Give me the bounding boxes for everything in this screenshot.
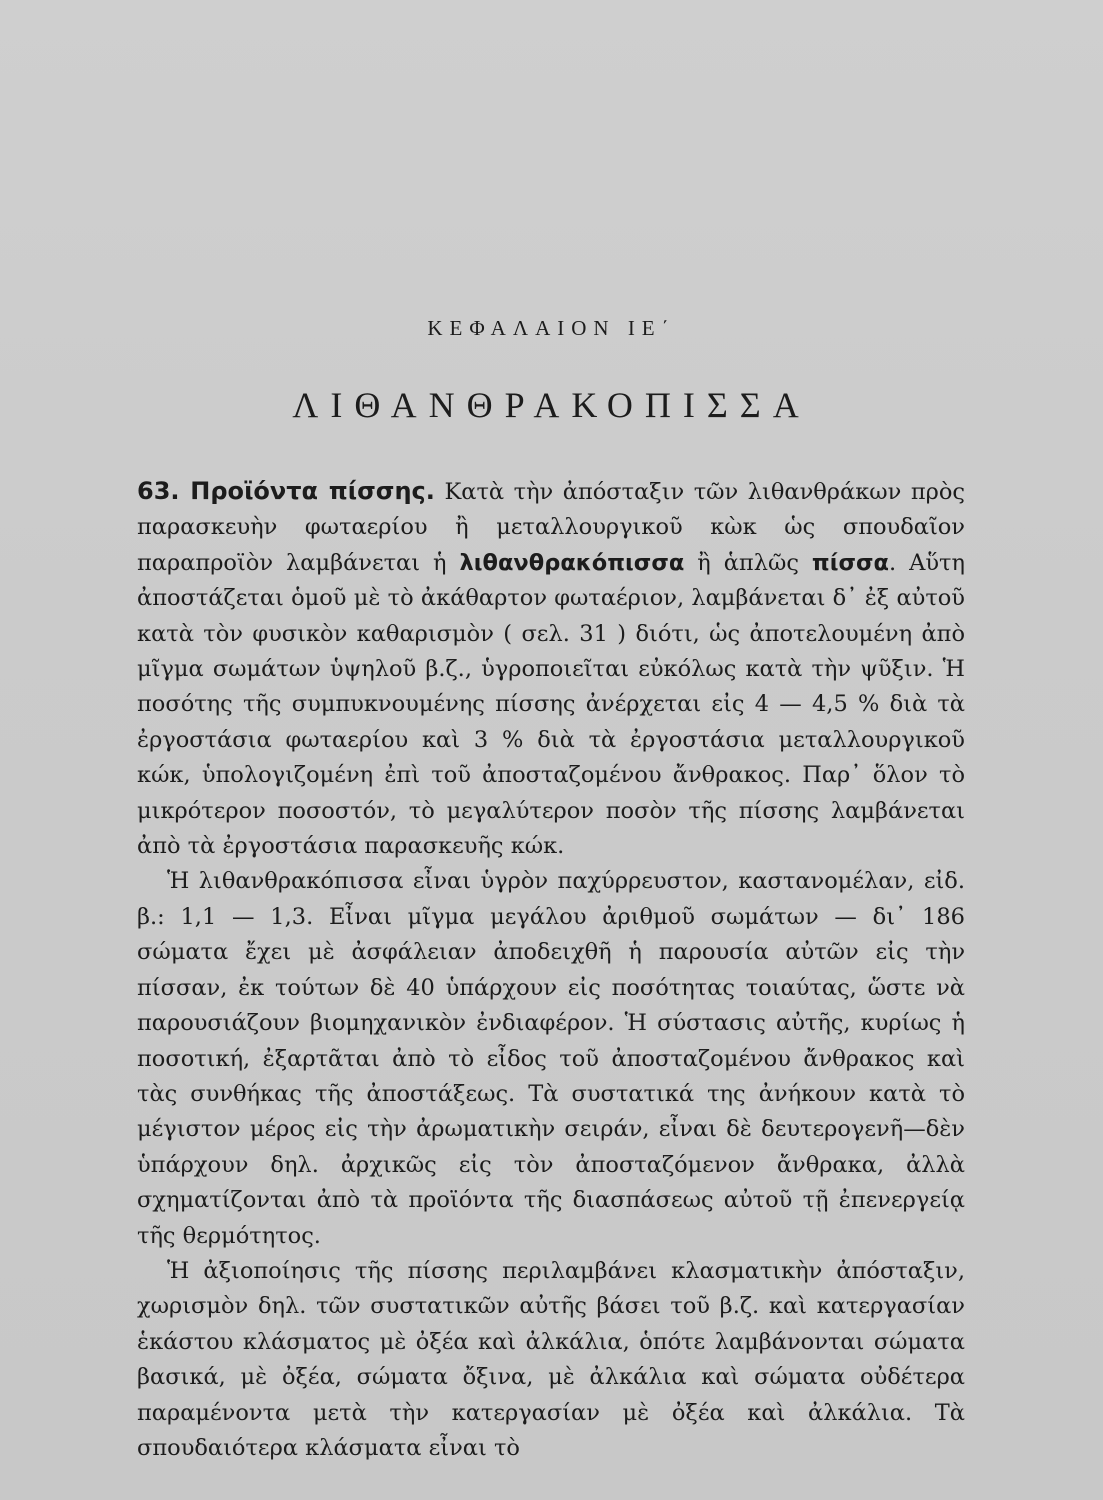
paragraph-1-text-c: . Αὕτη ἀποστάζεται ὁμοῦ μὲ τὸ ἀκάθαρτον φωταέριον, λαμβάνεται δ᾿ ἐξ αὐτοῦ κατὰ τὸν φυσικὸν καθαρισμὸν ( σελ. 31 ) διότι, ὡς ἀποτελουμένη ἀπὸ μῖγμα σωμάτων ὑψηλοῦ β.ζ., ὑγροποιεῖται εὐκόλως κατὰ τὴν ψῦξιν. Ἡ ποσότης τῆς συμπυκνουμένης πίσσης ἀνέρχεται εἰς 4 — 4,5 % διὰ τὰ ἐργοστάσια φωταερίου καὶ 3 % διὰ τὰ ἐργοστάσια μεταλλουργικοῦ κώκ, ὑπολογιζομένη ἐπὶ τοῦ ἀποσταζομένου ἄνθρακος. Παρ᾿ ὅλον τὸ μικρότερον ποσοστόν, τὸ μεγαλύτερον ποσὸν τῆς πίσσης λαμβάνεται ἀπὸ τὰ ἐργοστάσια παρασκευῆς κώκ. xyxy=(137,549,965,860)
body-text xyxy=(137,474,965,1466)
paragraph-1 xyxy=(137,474,965,864)
chapter-title: ΛΙΘΑΝΘΡΑΚΟΠΙΣΣΑ xyxy=(292,385,811,425)
paragraph-1-text-b: ἢ ἁπλῶς xyxy=(684,549,812,576)
section-heading: 63. Προϊόντα πίσσης. xyxy=(137,477,435,505)
paragraph-1-text-a: Κατὰ τὴν ἀπόσταξιν τῶν λιθανθράκων πρὸς παρασκευὴν φωταερίου ἢ μεταλλουργικοῦ κὼκ ὡς σπουδαῖον παραπροϊὸν λαμβάνεται ἡ xyxy=(137,479,966,576)
paragraph-2: Ἡ λιθανθρακόπισσα εἶναι ὑγρὸν παχύρρευστον, καστανομέλαν, εἰδ. β.: 1,1 — 1,3. Εἶναι μῖγμα μεγάλου ἀριθμοῦ σωμάτων — δι᾿ 186 σώματα ἔχει μὲ ἀσφάλειαν ἀποδειχθῆ ἡ παρουσία αὐτῶν εἰς τὴν πίσσαν, ἐκ τούτων δὲ 40 ὑπάρχουν εἰς ποσότητας τοιαύτας, ὥστε νὰ παρουσιάζουν βιομηχανικὸν ἐνδιαφέρον. Ἡ σύστασις αὐτῆς, κυρίως ἡ ποσοτική, ἐξαρτᾶται ἀπὸ τὸ εἶδος τοῦ ἀποσταζομένου ἄνθρακος καὶ τὰς συνθήκας τῆς ἀποστάξεως. Τὰ συστατικά της ἀνήκουν κατὰ τὸ μέγιστον μέρος εἰς τὴν ἀρωματικὴν σειράν, εἶναι δὲ δευτερογενῆ—δὲν ὑπάρχουν δηλ. ἀρχικῶς εἰς τὸν ἀποσταζόμενον ἄνθρακα, ἀλλὰ σχηματίζονται ἀπὸ τὰ προϊόντα τῆς διασπάσεως αὐτοῦ τῇ ἐπενεργείᾳ τῆς θερμότητος. xyxy=(137,868,965,1249)
bold-term-pissa: πίσσα xyxy=(811,549,889,576)
bold-term-lithanthrakopissa: λιθανθρακόπισσα xyxy=(459,549,685,576)
chapter-label: ΚΕΦΑΛΑΙΟΝ ΙΕ΄ xyxy=(427,316,676,340)
paragraph-3: Ἡ ἀξιοποίησις τῆς πίσσης περιλαμβάνει κλασματικὴν ἀπόσταξιν, χωρισμὸν δηλ. τῶν συστατικῶν αὐτῆς βάσει τοῦ β.ζ. καὶ κατεργασίαν ἑκάστου κλάσματος μὲ ὀξέα καὶ ἀλκάλια, ὁπότε λαμβάνονται σώματα βασικά, μὲ ὀξέα, σώματα ὄξινα, μὲ ἀλκάλια καὶ σώματα οὐδέτερα παραμένοντα μετὰ τὴν κατεργασίαν μὲ ὀξέα καὶ ἀλκάλια. Τὰ σπουδαιότερα κλάσματα εἶναι τὸ xyxy=(137,1257,965,1461)
